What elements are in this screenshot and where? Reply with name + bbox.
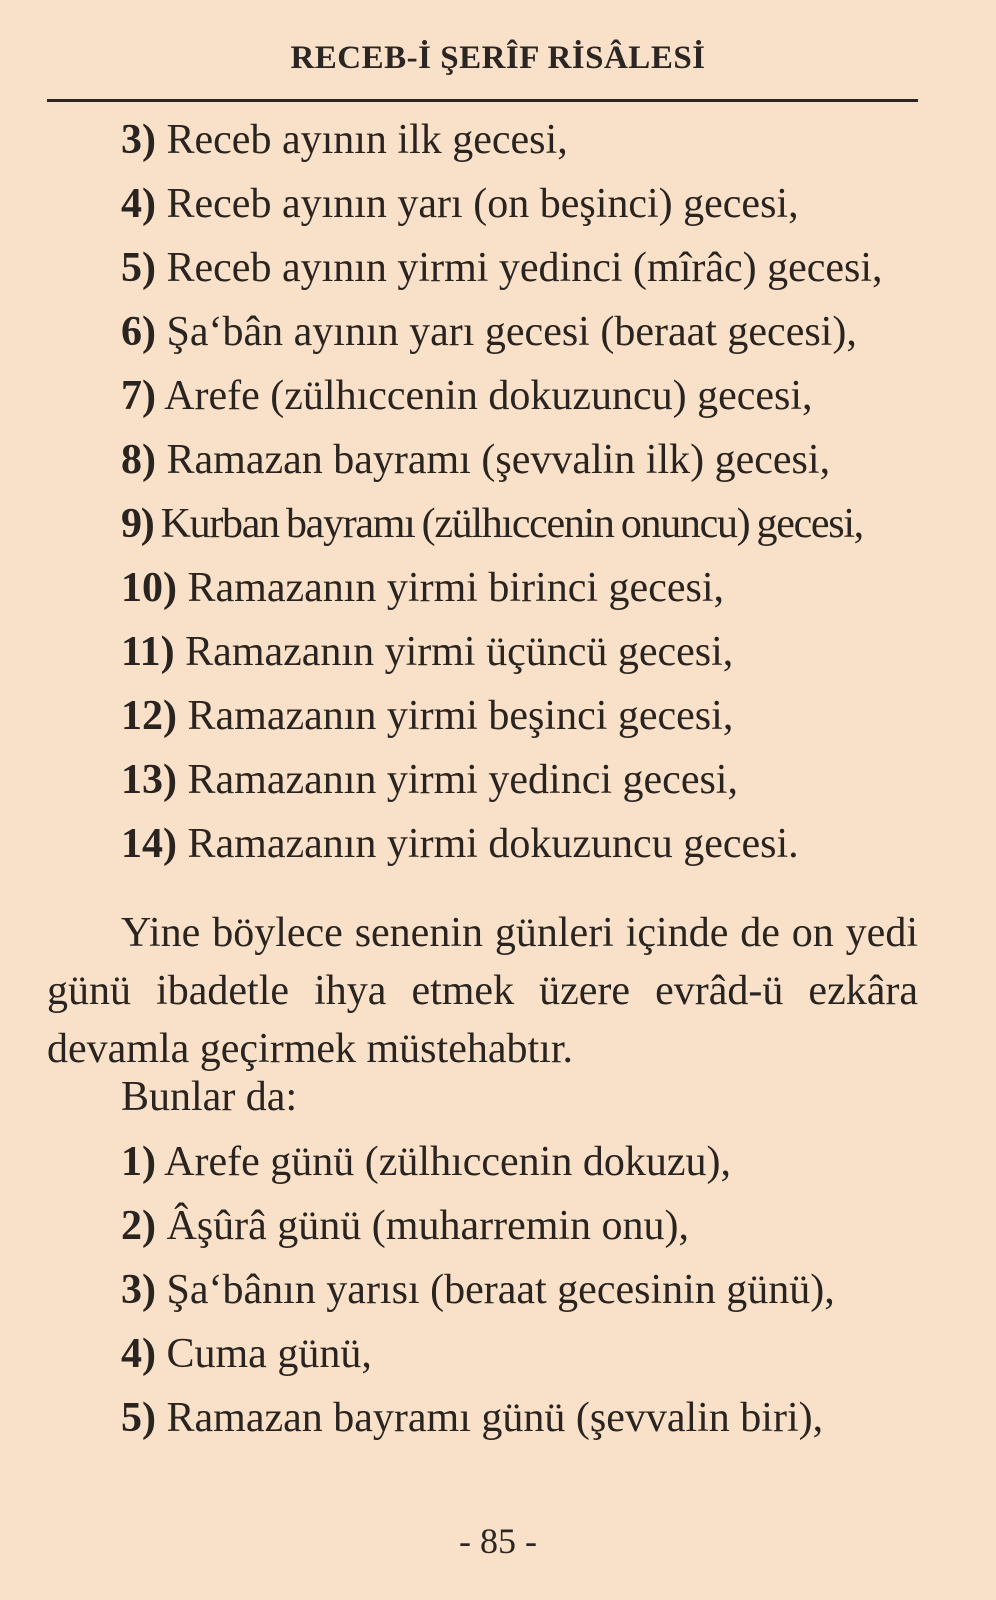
item-text: Receb ayının yarı (on beşinci) gecesi, <box>156 181 799 227</box>
list-item <box>121 492 931 556</box>
running-header: RECEB-İ ŞERÎF RİSÂLESİ <box>290 40 706 76</box>
list-item <box>121 364 931 428</box>
item-number: 11) <box>121 629 175 675</box>
list-item <box>121 428 931 492</box>
body-paragraph: Yine böylece senenin günleri içinde de on yedi günü ibadetle ihya etmek üzere evrâd-ü ezkâra devamla geçirmek müstehabtır. <box>47 910 918 1072</box>
item-text: Ramazanın yirmi yedinci gecesi, <box>177 757 738 803</box>
days-list <box>121 1130 931 1450</box>
item-number: 14) <box>121 821 177 867</box>
list-item <box>121 236 931 300</box>
list-item <box>121 1322 931 1386</box>
list-item <box>121 172 931 236</box>
item-text: Cuma günü, <box>156 1331 372 1377</box>
item-number: 7) <box>121 373 156 419</box>
item-number: 12) <box>121 693 177 739</box>
item-number: 4) <box>121 181 156 227</box>
item-number: 1) <box>121 1139 156 1185</box>
item-text: Ramazanın yirmi beşinci gecesi, <box>177 693 734 739</box>
item-number: 10) <box>121 565 177 611</box>
list-item <box>121 1130 931 1194</box>
item-number: 5) <box>121 245 156 291</box>
list-item <box>121 108 931 172</box>
item-text: Âşûrâ günü (muharremin onu), <box>156 1203 690 1249</box>
list-item <box>121 556 931 620</box>
item-text: Ramazanın yirmi üçüncü gecesi, <box>174 629 734 675</box>
nights-list <box>121 108 931 876</box>
list-item <box>121 812 931 876</box>
item-number: 9) <box>121 501 154 547</box>
item-number: 6) <box>121 309 156 355</box>
list-item <box>121 684 931 748</box>
item-number: 3) <box>121 1267 156 1313</box>
item-text: Kurban bayramı (zülhıccenin onuncu) gecesi, <box>153 501 863 547</box>
item-number: 5) <box>121 1395 156 1441</box>
item-text: Ramazan bayramı (şevvalin ilk) gecesi, <box>156 437 831 483</box>
item-text: Receb ayının ilk gecesi, <box>156 117 568 163</box>
list-item <box>121 1386 931 1450</box>
item-number: 13) <box>121 757 177 803</box>
item-number: 3) <box>121 117 156 163</box>
item-text: Şa‘bânın yarısı (beraat gecesinin günü), <box>156 1267 835 1313</box>
list-intro: Bunlar da: <box>121 1074 298 1120</box>
item-text: Arefe (zülhıccenin dokuzuncu) gecesi, <box>156 373 813 419</box>
item-text: Arefe günü (zülhıccenin dokuzu), <box>156 1139 731 1185</box>
list-item <box>121 1194 931 1258</box>
item-text: Şa‘bân ayının yarı gecesi (beraat gecesi), <box>156 309 857 355</box>
item-number: 8) <box>121 437 156 483</box>
item-text: Ramazanın yirmi birinci gecesi, <box>177 565 724 611</box>
item-text: Ramazanın yirmi dokuzuncu gecesi. <box>177 821 799 867</box>
list-item <box>121 1258 931 1322</box>
header-rule <box>47 99 918 102</box>
list-item <box>121 620 931 684</box>
list-item <box>121 300 931 364</box>
item-text: Receb ayının yirmi yedinci (mîrâc) gecesi, <box>156 245 883 291</box>
list-item <box>121 748 931 812</box>
item-text: Ramazan bayramı günü (şevvalin biri), <box>156 1395 824 1441</box>
page-number: - 85 - <box>459 1521 537 1561</box>
item-number: 2) <box>121 1203 156 1249</box>
item-number: 4) <box>121 1331 156 1377</box>
